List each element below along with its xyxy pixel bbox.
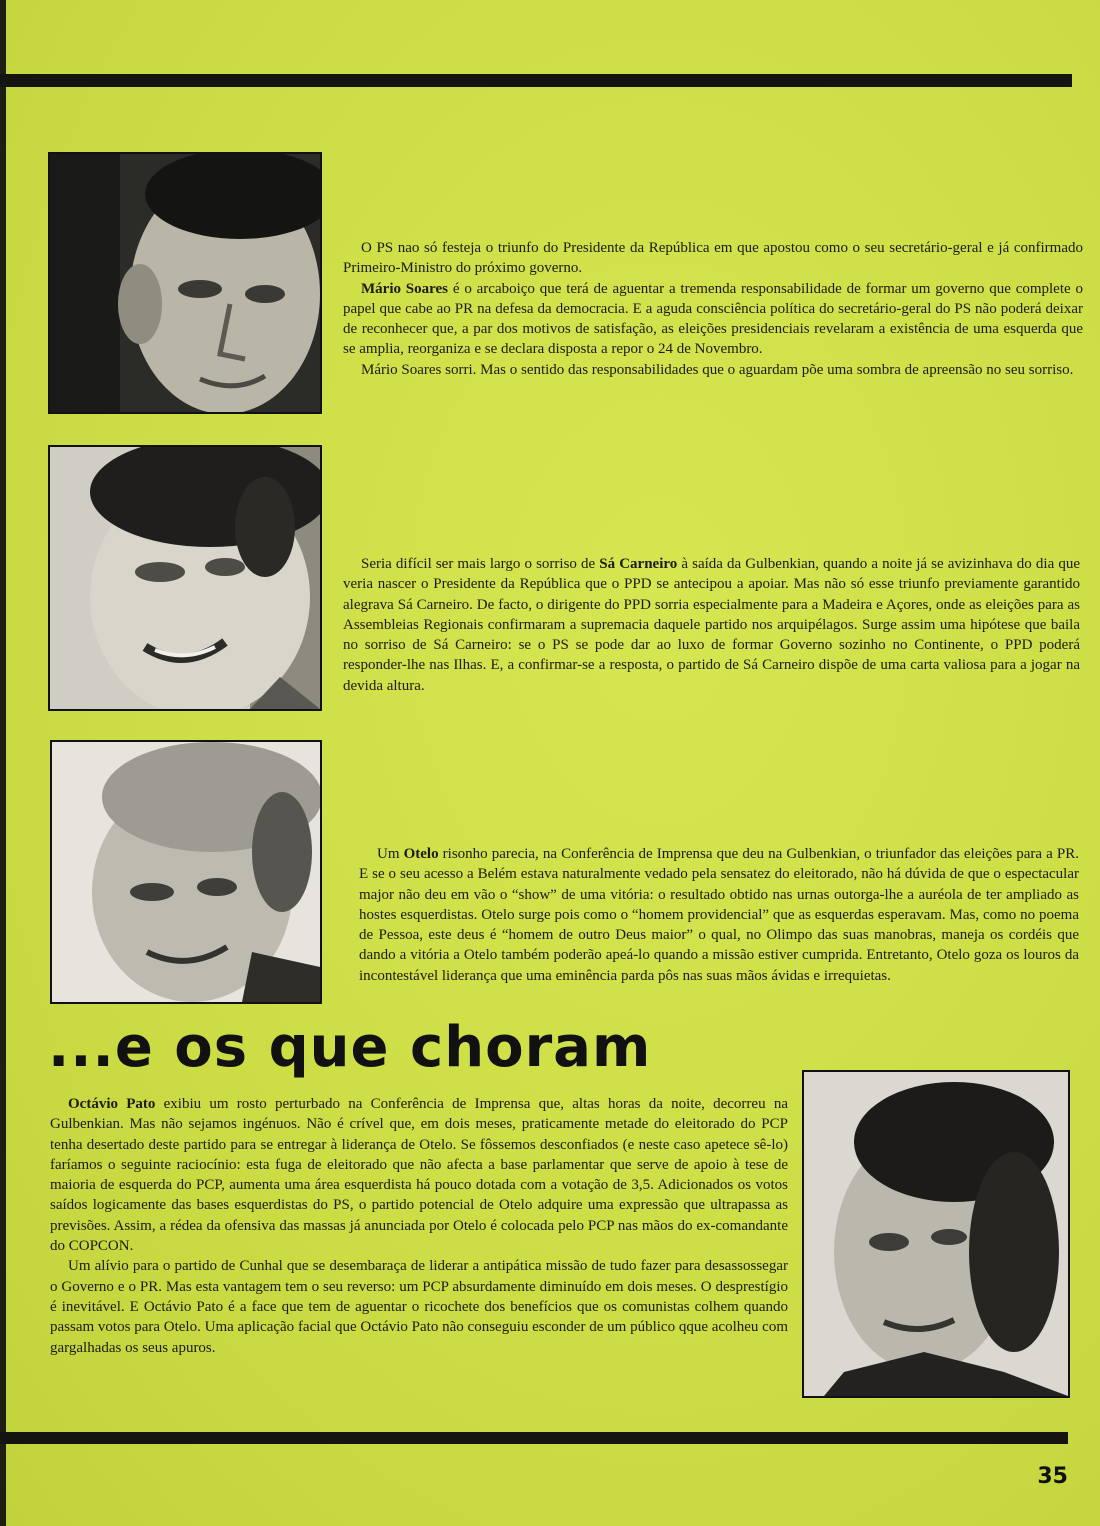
person-name: Sá Carneiro <box>599 556 678 572</box>
person-name: Mário Soares <box>361 280 449 297</box>
article-octavio-pato <box>50 1094 788 1358</box>
top-rule <box>0 74 1072 87</box>
paragraph: O PS nao só festeja o triunfo do Presidente da República em que apostou como o seu secretário-geral e já confirmado Primeiro-Ministro do próximo governo. <box>343 240 1083 277</box>
section-heading: ...e os que choram <box>48 1015 652 1080</box>
paragraph <box>343 554 1080 696</box>
portrait-photo-soares <box>48 152 322 414</box>
paragraph <box>343 279 1083 360</box>
person-name: Octávio Pato <box>68 1096 156 1112</box>
paragraph: Mário Soares sorri. Mas o sentido das responsabilidades que o aguardam põe uma sombra de apreensão no seu sorriso. <box>361 361 1074 378</box>
paragraph-text: é o arcaboiço que terá de aguentar a tremenda responsabilidade de formar um governo que complete o papel que cabe ao PR na defesa da democracia. E a aguda consciência política do secretário-geral do PS não poderá deixar de reconhecer que, a par dos motivos de satisfação, as eleições presidenciais revelaram a existência de uma esquerda que se amplia, reorganiza e se declara disposta a repor o 24 de Novembro. <box>343 280 1083 358</box>
article-otelo <box>359 844 1079 986</box>
person-name: Otelo <box>403 846 439 862</box>
portrait-photo-otelo <box>50 740 322 1004</box>
page-binding-edge <box>0 0 6 1526</box>
article-sa-carneiro <box>343 554 1080 696</box>
page-number: 35 <box>1037 1464 1068 1489</box>
paragraph-text: à saída da Gulbenkian, quando a noite já se avizinhava do dia que veria nascer o Presidente da República que o PPD se antecipou a apoiar. Mas não só esse triunfo previamente garantido alegrava Sá Carneiro. De facto, o dirigente do PPD sorria especialmente para a Madeira e Açores, onde as eleições para as Assembleias Regionais confirmaram a supremacia daquele partido nos arquipélagos. Surge assim uma hipótese que baila no sorriso de Sá Carneiro: se o PS se pode dar ao luxo de formar Governo sozinho no Continente, o PPD poderá responder-lhe nas Ilhas. E, a confirmar-se a resposta, o partido de Sá Carneiro dispõe de uma carta valiosa para a jogar na devida altura. <box>343 556 1080 694</box>
bottom-rule <box>0 1432 1068 1444</box>
paragraph-text: risonho parecia, na Conferência de Imprensa que deu na Gulbenkian, o triunfador das eleições para a PR. E se o seu acesso a Belém estava naturalmente vedado pela sensatez do eleitorado, não há dúvida de que o espectacular major não deu em vão o “show” de uma vitória: o resultado obtido nas urnas outorga-lhe a auréola de ter ampliado as hostes esquerdistas. Otelo surge pois como o “homem providencial” que as esquerdas esperavam. Mas, como no poema de Pessoa, este deus é “homem de outro Deus maior” o qual, no Olimpo das suas manobras, maneja os cordéis que dando a vitória a Otelo também poderão apeá-lo quando a missão estiver cumprida. Entretanto, Otelo goza os louros da incontestável liderança que uma eminência parda pôs nas suas mãos ávidas e irrequietas. <box>359 846 1080 984</box>
paragraph-text: exibiu um rosto perturbado na Conferência de Imprensa que, altas horas da noite, decorreu na Gulbenkian. Mas não sejamos ingénuos. Não é crível que, em dois meses, praticamente metade do eleitorado do PCP tenha desertado deste partido para se entregar à liderança de Otelo. Se fôssemos desconfiados (e neste caso apetece sê-lo) faríamos o seguinte raciocínio: esta fuga de eleitorado que não afecta a base parlamentar que serve de apoio à tese de maioria de esquerda do PCP, aumenta uma área esquerdista há pouco dotada com a votação de 3,5. Adicionados os votos saídos logicamente das bases esquerdistas do PS, o partido potencial de Otelo adquire uma expressão que ultrapassa as previsões. Assim, a rédea da ofensiva das massas já anunciada por Otelo é colocada pelo PCP nas mãos do ex-comandante do COPCON. <box>50 1096 788 1255</box>
portrait-photo-octavio-pato <box>802 1070 1070 1398</box>
paragraph <box>50 1094 788 1256</box>
paragraph-text: Seria difícil ser mais largo o sorriso de <box>361 556 600 572</box>
portrait-photo-sa-carneiro <box>48 445 322 711</box>
paragraph <box>359 844 1079 986</box>
paragraph-text: Um <box>377 846 404 862</box>
article-soares <box>343 238 1083 380</box>
paragraph: Um alívio para o partido de Cunhal que se desembaraça de liderar a antipática missão de tudo fazer para desassossegar o Governo e o PR. Mas esta vantagem tem o seu reverso: um PCP absurdamente diminuído em dois meses. O desprestígio é inevitável. E Octávio Pato é a face que tem de aguentar o ricochete dos benefícios que os comunistas colhem quando passam votos para Otelo. Uma aplicação facial que Octávio Pato não conseguiu esconder de um público qque acolheu com gargalhadas os seus apuros. <box>50 1258 788 1356</box>
